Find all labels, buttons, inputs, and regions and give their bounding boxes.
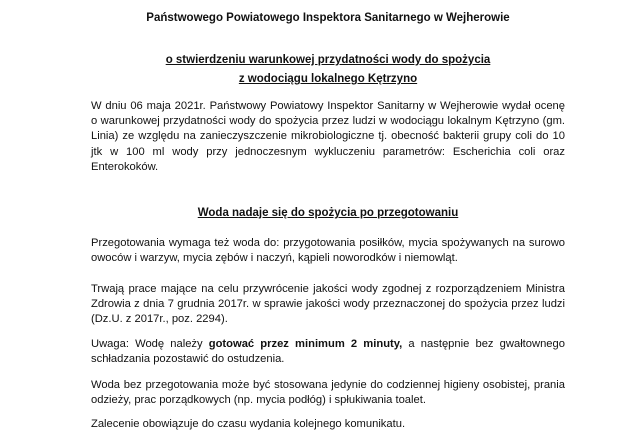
works-paragraph: Trwają prace mające na celu przywrócenie jakości wody zgodnej z rozporządzeniem Ministra Zdrowia z dnia 7 grudnia 2017r. w sprawie jakości wody przeznaczonej do spożycia przez ludzi (Dz.U. z 2017r., poz. 2294). — [91, 283, 565, 326]
document-subject — [91, 51, 565, 89]
warning-prefix: Uwaga: Wodę należy — [91, 338, 209, 350]
hygiene-paragraph: Woda bez przegotowania może być stosowana jedynie do codziennej higieny osobistej, prania odzieży, prac porządkowych (np. mycia podłóg) i spłukiwania toalet. — [91, 379, 565, 407]
document-title: Państwowego Powiatowego Inspektora Sanitarnego w Wejherowie — [146, 12, 510, 24]
intro-paragraph: W dniu 06 maja 2021r. Państwowy Powiatowy Inspektor Sanitarny w Wejherowie wydał ocenę o warunkowej przydatności wody do spożycia przez ludzi w wodociągu lokalnym Kętrzyno (gm. Linia) ze względu na zanieczyszczenie mikrobiologiczne tj. obecność bakterii grupy coli do 10 jtk w 100 ml wody przy jednoczesnym wykluczeniu parametrów: Escherichia coli oraz Enterokoków. — [91, 100, 565, 173]
section-heading: Woda nadaje się do spożycia po przegotowaniu — [197, 207, 459, 219]
warning-suffix: a następnie bez gwałtownego schładzania pozostawić do ostudzenia. — [91, 338, 565, 366]
preparation-paragraph: Przegotowania wymaga też woda do: przygotowania posiłków, mycia spożywanych na surowo owoców i warzyw, mycia zębów i naczyń, kąpieli noworodków i niemowląt. — [91, 237, 565, 265]
warning-paragraph — [91, 337, 565, 367]
subject-line-1: o stwierdzeniu warunkowej przydatności wody do spożycia — [165, 54, 491, 66]
subject-line-2: z wodociągu lokalnego Kętrzyno — [238, 73, 418, 85]
warning-emphasis: gotować przez minimum 2 minuty, — [208, 338, 403, 350]
validity-paragraph: Zalecenie obowiązuje do czasu wydania kolejnego komunikatu. — [91, 418, 406, 430]
